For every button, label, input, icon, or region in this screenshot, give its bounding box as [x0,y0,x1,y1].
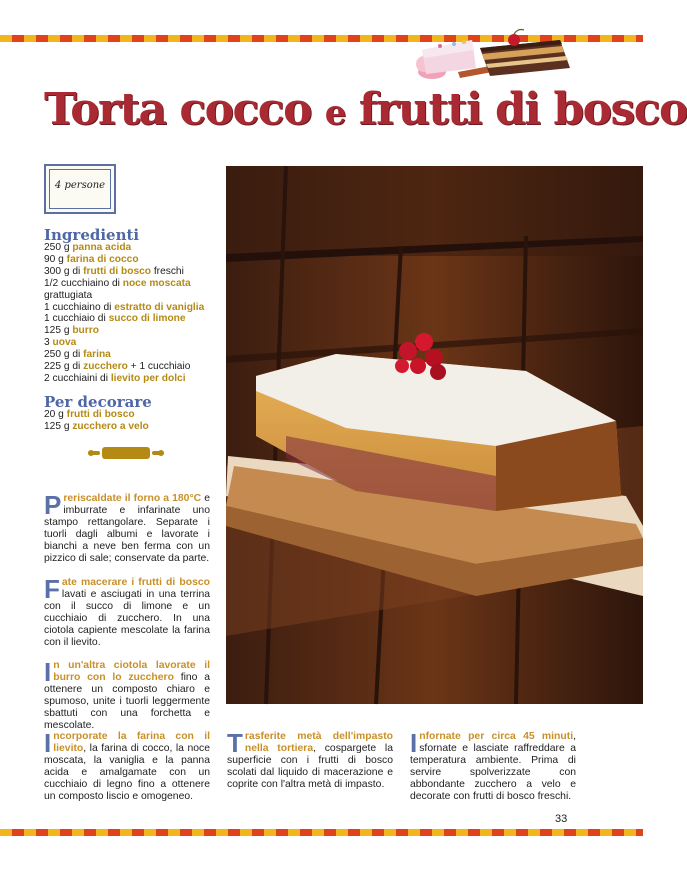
ingredient-item [44,313,224,325]
drop-cap: I [44,728,52,758]
step-text: fino a ottenere un composto chiaro e spumoso, unite i tuorli leggermente sbattuti con una forchetta e mescolate. [44,671,210,731]
step-text: , cospargete la superficie con i frutti di bosco scolati dal liquido di macerazione e coprite con l'altra metà di impasto. [227,742,393,790]
ingredients-heading: Ingredienti [44,226,140,244]
ingredient-pre: 300 g di [44,265,84,277]
decorate-item [44,409,224,421]
step-lead: n un'altra ciotola lavorate il burro con lo zucchero [53,660,210,683]
step-1 [44,490,210,564]
ingredient-pre: grattugiata [44,289,93,301]
step-text: , la farina di cocco, la noce moscata, la vaniglia e la panna acida e amalgamate con un cucchiaio di legno fino a ottenere un composto liscio e omogeneo. [44,742,210,802]
step-lead: ate macerare i frutti di bosco [61,577,210,588]
step-2 [44,574,210,648]
drop-cap: F [44,574,60,604]
servings-label: 4 persone [54,180,106,191]
step-4 [44,728,210,802]
servings-badge [44,164,116,214]
decorate-list [44,409,224,433]
drop-cap: I [410,728,418,758]
ingredient-pre: 20 g [44,409,67,420]
ingredients-list [44,242,224,385]
ingredient-hl: noce moscata [122,277,191,289]
title-joiner: e [324,93,345,133]
title-rest: frutti di bosco [358,84,687,135]
ingredient-item [44,278,224,290]
ingredient-hl: panna acida [72,242,132,253]
ingredient-item [44,302,224,314]
ingredient-pre: 90 g [44,253,67,265]
cake-slices-illustration [410,28,575,84]
drop-cap: I [44,657,52,687]
ingredient-hl: farina di cocco [66,253,139,265]
ingredient-hl: succo di limone [108,313,186,325]
step-text: , sfornate e lasciate raffreddare a temperatura ambiente. Prima di servire spolverizzate con abbondante zucchero a velo e decorate con frutti di bosco freschi. [410,731,576,802]
ingredient-hl: farina [83,349,111,361]
decorate-heading: Per decorare [44,393,152,411]
ingredient-hl: frutti di bosco [83,265,152,277]
rolling-pin-icon [88,445,164,461]
ingredient-item [44,242,224,254]
ingredient-item [44,361,224,373]
decorate-item [44,421,224,433]
ingredient-hl: zucchero [83,361,128,373]
step-lead: reriscaldate il forno a 180°C [63,493,202,504]
ingredient-pre: 3 [44,337,53,349]
bottom-decorative-stripe [0,829,643,836]
ingredient-hl: uova [52,337,77,349]
ingredient-item [44,290,224,302]
ingredient-hl: frutti di bosco [66,409,135,420]
ingredient-pre: 1 cucchiaio di [44,313,109,325]
ingredient-item [44,349,224,361]
recipe-title [44,84,687,135]
ingredient-post: + 1 cucchiaio [127,361,191,373]
ingredient-hl: zucchero a velo [72,420,149,432]
ingredient-pre: 250 g di [44,349,84,361]
step-text: lavati e asciugati in una terrina con il succo di limone e un cucchiaio di zucchero. In una ciotola capiente mescolate la farina con il lievito. [44,588,210,648]
ingredient-pre: 125 g [44,325,73,337]
ingredient-pre: 125 g [44,420,73,432]
ingredient-item [44,337,224,349]
ingredient-post: freschi [151,265,184,277]
cake-photo [226,166,643,704]
ingredient-item [44,373,224,385]
ingredient-item [44,325,224,337]
drop-cap: T [227,728,243,758]
ingredient-hl: lievito per dolci [110,372,186,384]
ingredient-pre: 1 cucchiaino di [44,301,115,313]
step-lead: ncorporate la farina con il lievito [53,731,210,754]
ingredient-hl: estratto di vaniglia [114,301,205,313]
step-text: e imburrate e infarinate uno stampo rettangolare. Separate i tuorli dagli albumi e lavorate i bianchi a neve ben ferma con un pizzico di sale; conservate da parte. [44,493,210,564]
ingredient-hl: burro [72,325,99,337]
step-3 [44,657,210,731]
step-lead: rasferite metà dell'impasto nella tortiera [244,731,393,754]
step-5 [227,728,393,791]
ingredient-pre: 250 g [44,242,73,253]
ingredient-item [44,266,224,278]
drop-cap: P [44,490,62,520]
ingredient-item [44,254,224,266]
ingredient-pre: 2 cucchiaini di [44,372,111,384]
ingredient-pre: 225 g di [44,361,84,373]
title-main: Torta cocco [44,84,311,135]
page-number: 33 [555,813,568,825]
ingredient-pre: 1/2 cucchiaino di [44,277,123,289]
step-6 [410,728,576,802]
step-lead: nfornate per circa 45 minuti [419,731,574,742]
